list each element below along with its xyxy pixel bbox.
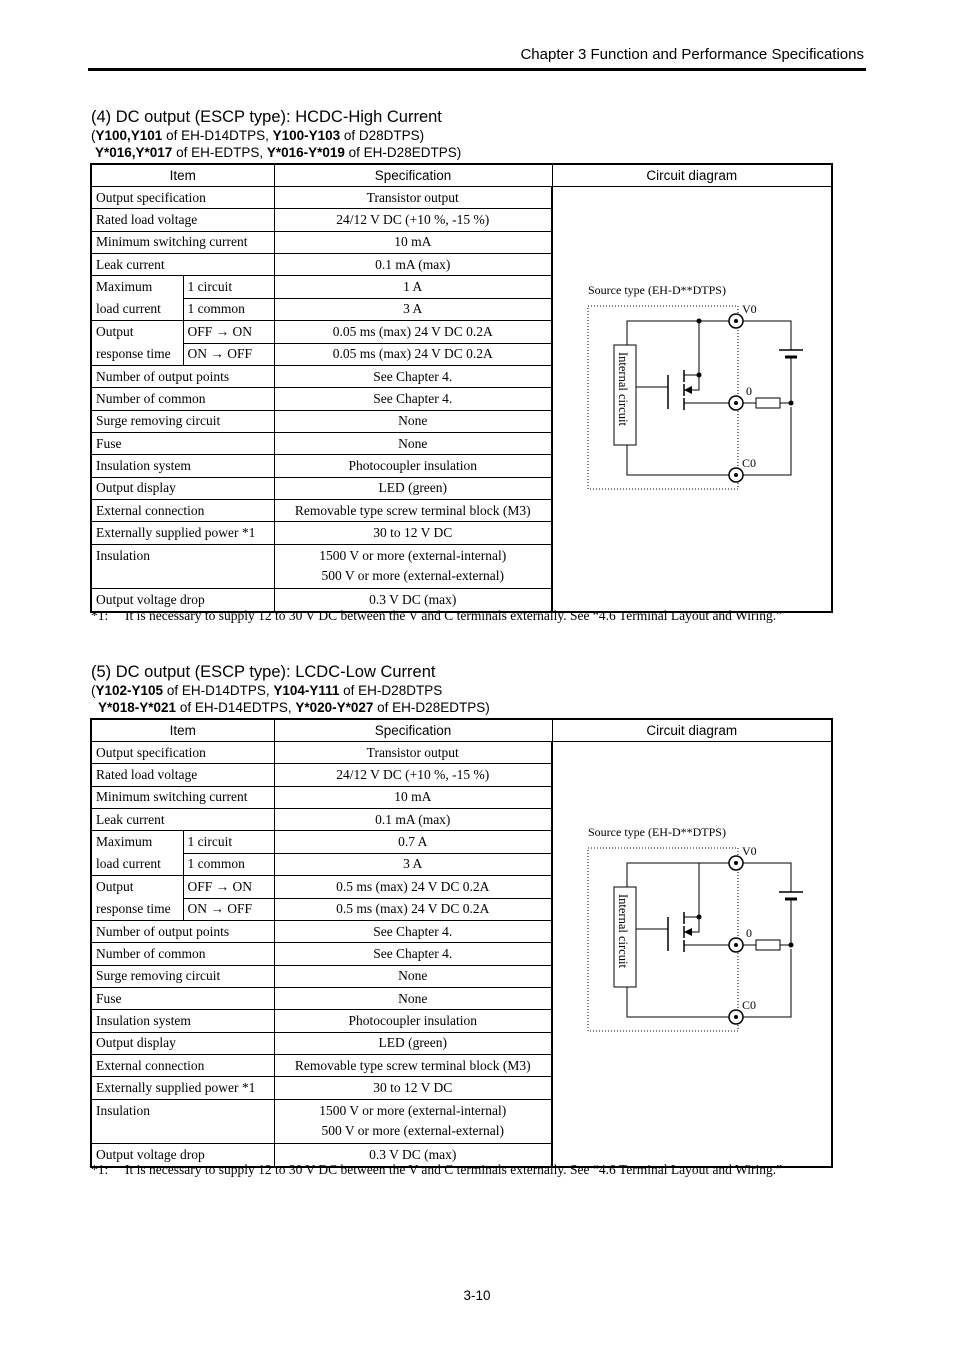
table-row: Maximum 1 circuit 1 A <box>91 276 832 298</box>
table-row: Output OFF → ON 0.05 ms (max) 24 V DC 0.2A <box>91 321 832 343</box>
page-number: 3-10 <box>463 1288 491 1303</box>
circuit-diagram <box>553 187 831 605</box>
label-c0: C0 <box>742 456 757 470</box>
circuit-diagram-cell <box>552 187 832 613</box>
table-row: Output voltage drop 0.3 V DC (max) <box>91 589 832 612</box>
table-row: Output display LED (green) <box>91 1032 832 1054</box>
table-row: Rated load voltage 24/12 V DC (+10 %, -15 %) <box>91 209 832 231</box>
table-row: Insulation system Photocoupler insulation <box>91 455 832 477</box>
header-specification: Specification <box>274 164 552 187</box>
table-row: Surge removing circuit None <box>91 965 832 987</box>
table-row: Rated load voltage 24/12 V DC (+10 %, -15 %) <box>91 764 832 786</box>
section-5-title: (5) DC output (ESCP type): LCDC-Low Current <box>91 663 436 681</box>
circuit-diagram-cell <box>552 742 832 1168</box>
table-row: Number of common See Chapter 4. <box>91 943 832 965</box>
section-4-footnote: *1: It is necessary to supply 12 to 30 V DC between the V and C terminals externally. See “4.6 Terminal Layout and Wiring.” <box>91 608 783 623</box>
table-row: Output specification Transistor output Source type (EH-D**DTPS) Internal circuit V0 0 C0 <box>91 742 832 764</box>
table-row: load current 1 common 3 A <box>91 853 832 875</box>
header-item: Item <box>91 719 274 742</box>
table-row: Output OFF → ON 0.5 ms (max) 24 V DC 0.2A <box>91 876 832 898</box>
table-row: Externally supplied power *1 30 to 12 V DC <box>91 522 832 544</box>
table-row: Output display LED (green) <box>91 477 832 499</box>
internal-boundary <box>588 848 738 1031</box>
internal-boundary <box>588 306 738 489</box>
header-item: Item <box>91 164 274 187</box>
section-5-footnote: *1: It is necessary to supply 12 to 30 V DC between the V and C terminals externally. See “4.6 Terminal Layout and Wiring.” <box>91 1162 783 1177</box>
section-4-title: (4) DC output (ESCP type): HCDC-High Current <box>91 108 442 126</box>
table-row: Output voltage drop 0.3 V DC (max) <box>91 1144 832 1167</box>
table-row: Fuse None <box>91 987 832 1009</box>
internal-circuit-label: Internal circuit <box>616 894 630 968</box>
section-4-subtitle-1: (Y100,Y101 of EH-D14DTPS, Y100-Y103 of D28DTPS) <box>91 128 425 143</box>
table-row: Number of output points See Chapter 4. <box>91 365 832 387</box>
table-row: Leak current 0.1 mA (max) <box>91 254 832 276</box>
header-circuit-diagram: Circuit diagram <box>552 719 832 742</box>
table-row: Surge removing circuit None <box>91 410 832 432</box>
table-row: Minimum switching current 10 mA <box>91 786 832 808</box>
source-type-label: Source type (EH-D**DTPS) <box>588 283 726 297</box>
table-row: response time ON → OFF 0.05 ms (max) 24 V DC 0.2A <box>91 343 832 365</box>
table-row: Leak current 0.1 mA (max) <box>91 809 832 831</box>
table-row: Number of common See Chapter 4. <box>91 388 832 410</box>
table-row: Insulation 1500 V or more (external-internal) 500 V or more (external-external) <box>91 544 832 589</box>
source-type-label: Source type (EH-D**DTPS) <box>588 825 726 839</box>
section-5-subtitle-1: (Y102-Y105 of EH-D14DTPS, Y104-Y111 of EH-D28DTPS <box>91 683 443 698</box>
spec-table-5 <box>90 718 833 1168</box>
spec-table-4 <box>90 163 833 613</box>
table-row: response time ON → OFF 0.5 ms (max) 24 V DC 0.2A <box>91 898 832 920</box>
table-row: Maximum 1 circuit 0.7 A <box>91 831 832 853</box>
table-row: Insulation system Photocoupler insulation <box>91 1010 832 1032</box>
circuit-diagram <box>553 742 831 1160</box>
section-5-subtitle-2: Y*018-Y*021 of EH-D14EDTPS, Y*020-Y*027 of EH-D28EDTPS) <box>98 700 490 715</box>
header-circuit-diagram: Circuit diagram <box>552 164 832 187</box>
table-row: Externally supplied power *1 30 to 12 V DC <box>91 1077 832 1099</box>
table-row: Output specification Transistor output Source type (EH-D**DTPS) Internal circuit V0 0 C0 <box>91 187 832 209</box>
label-0: 0 <box>746 384 752 398</box>
table-row: Fuse None <box>91 432 832 454</box>
header-specification: Specification <box>274 719 552 742</box>
label-0: 0 <box>746 926 752 940</box>
table-row: Minimum switching current 10 mA <box>91 231 832 253</box>
chapter-header: Chapter 3 Function and Performance Specifications <box>520 46 864 63</box>
label-c0: C0 <box>742 998 757 1012</box>
internal-circuit-label: Internal circuit <box>616 352 630 426</box>
section-4-subtitle-2: Y*016,Y*017 of EH-EDTPS, Y*016-Y*019 of EH-D28EDTPS) <box>95 145 462 160</box>
header-rule <box>88 68 866 71</box>
table-row: Insulation 1500 V or more (external-internal) 500 V or more (external-external) <box>91 1099 832 1144</box>
label-v0: V0 <box>742 302 757 316</box>
table-row: Number of output points See Chapter 4. <box>91 920 832 942</box>
label-v0: V0 <box>742 844 757 858</box>
table-row: External connection Removable type screw terminal block (M3) <box>91 500 832 522</box>
table-row: External connection Removable type screw terminal block (M3) <box>91 1055 832 1077</box>
table-row: load current 1 common 3 A <box>91 298 832 320</box>
